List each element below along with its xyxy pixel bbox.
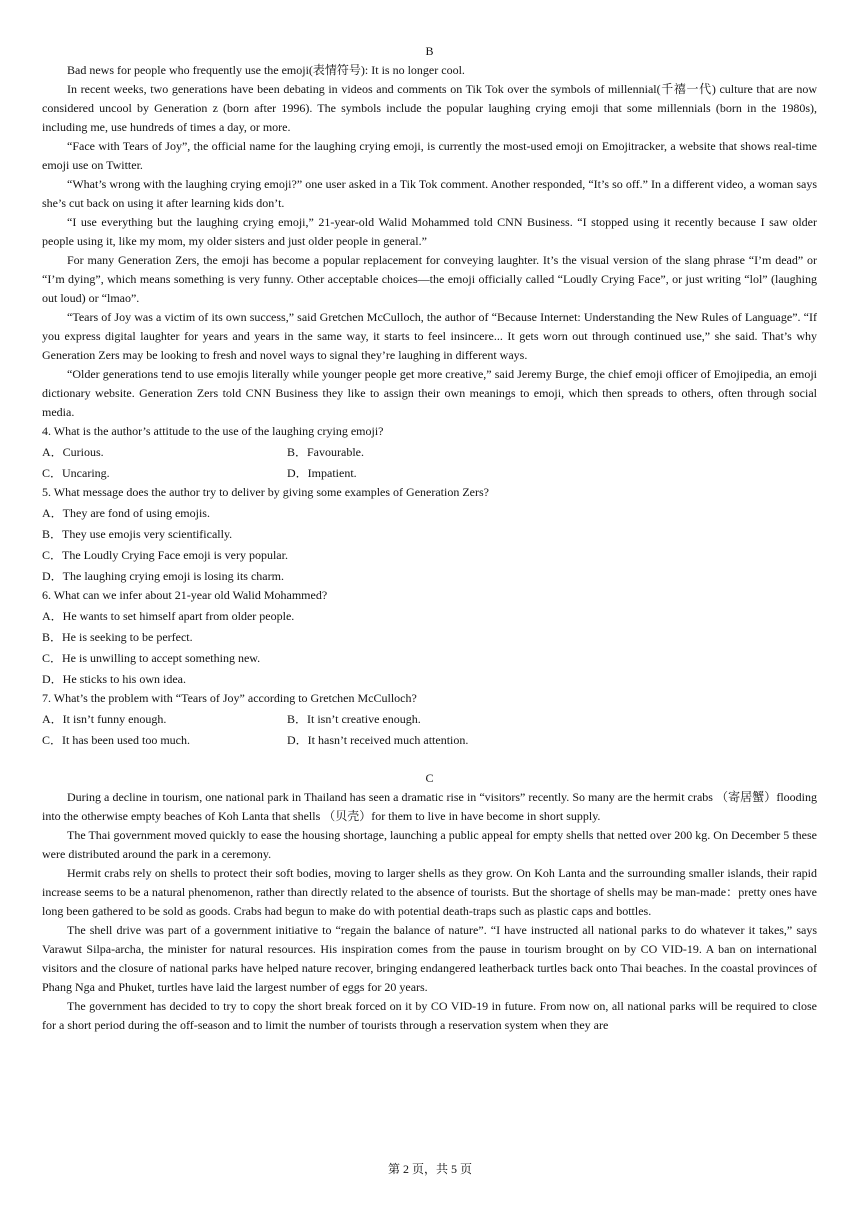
answer-option: C．It has been used too much. <box>42 733 190 747</box>
paragraph: For many Generation Zers, the emoji has become a popular replacement for conveying laughter. It’s the visual version of the slang phrase “I’m dead” or “I’m dying”, which means something is very funny. Other acceptable choices—the emoji officially called “Loudly Crying Face”, or just writing “lol” (laughing out loud) or “lmao”. <box>42 253 817 305</box>
answer-option: B．He is seeking to be perfect. <box>42 630 193 644</box>
paragraph: “I use everything but the laughing crying emoji,” 21-year-old Walid Mohammed told CNN Business. “I stopped using it recently because I saw older people using it, like my mom, my older sisters and just older people in general.” <box>42 215 817 248</box>
paragraph: “Face with Tears of Joy”, the official name for the laughing crying emoji, is currently the most-used emoji on Emojitracker, a website that shows real-time emoji use on Twitter. <box>42 139 817 172</box>
question-stem: 7. What’s the problem with “Tears of Joy” according to Gretchen McCulloch? <box>42 691 417 705</box>
section-b-questions <box>42 422 817 750</box>
question-stem: 4. What is the author’s attitude to the use of the laughing crying emoji? <box>42 424 384 438</box>
answer-option: B．Favourable. <box>287 445 364 459</box>
question-stem: 6. What can we infer about 21-year old Walid Mohammed? <box>42 588 328 602</box>
paragraph: “Tears of Joy was a victim of its own success,” said Gretchen McCulloch, the author of “Because Internet: Understanding the New Rules of Language”. “If you express digital laughter for years and years in the same way, it starts to feel insincere... It gets worn out through continued use,” she said. That’s why Generation Zers may be looking to fresh and novel ways to signal they’re laughing in different ways. <box>42 310 817 362</box>
paragraph: In recent weeks, two generations have been debating in videos and comments on Tik Tok over the symbols of millennial(千禧一代) culture that are now considered uncool by Generation z (born after 1996). The symbols include the popular laughing crying emoji that some millennials (born in the 1980s), including me, use hundreds of times a day, or more. <box>42 82 817 134</box>
paragraph: The Thai government moved quickly to ease the housing shortage, launching a public appeal for empty shells that netted over 200 kg. On December 5 these were distributed around the park in a ceremony. <box>42 828 817 861</box>
answer-option: C．He is unwilling to accept something new. <box>42 651 261 665</box>
answer-option: D．He sticks to his own idea. <box>42 672 186 686</box>
paragraph: Bad news for people who frequently use the emoji(表情符号): It is no longer cool. <box>67 63 465 77</box>
section-b-label: B <box>425 44 434 58</box>
document-page <box>42 42 817 1035</box>
option-row <box>42 731 817 750</box>
paragraph: The shell drive was part of a government initiative to “regain the balance of nature”. “I have instructed all national parks to do whatever it takes,” says Varawut Silpa-archa, the minister for natural resources. His inspiration comes from the pause in tourism brought on by CO VID-19. A ban on international visitors and the closure of national parks have helped nature recover, bringing endangered leatherback turtles back onto Thai beaches. In the coastal provinces of Phang Nga and Phuket, turtles have laid the largest number of eggs for 20 years. <box>42 923 817 994</box>
answer-option: C．Uncaring. <box>42 466 110 480</box>
answer-option: A．It isn’t funny enough. <box>42 712 167 726</box>
answer-option: A．They are fond of using emojis. <box>42 506 210 520</box>
paragraph: “What’s wrong with the laughing crying emoji?” one user asked in a Tik Tok comment. Another responded, “It’s so off.” In a different video, a woman says she’s cut back on using it after learning kids don’t. <box>42 177 817 210</box>
paragraph: During a decline in tourism, one national park in Thailand has seen a dramatic rise in “visitors” recently. So many are the hermit crabs （寄居蟹）flooding into the otherwise empty beaches of Koh Lanta that shells （贝壳）for them to live in have become in short supply. <box>42 790 817 823</box>
section-c-passage <box>42 788 817 1035</box>
answer-option: D．Impatient. <box>287 466 357 480</box>
answer-option: A．Curious. <box>42 445 104 459</box>
section-c-label: C <box>425 771 434 785</box>
paragraph: “Older generations tend to use emojis literally while younger people get more creative,” said Jeremy Burge, the chief emoji officer of Emojipedia, an emoji dictionary website. Generation Zers told CNN Business they like to assign their own meanings to emoji, which then spreads to others, often through social media. <box>42 367 817 419</box>
answer-option: B．It isn’t creative enough. <box>287 712 421 726</box>
option-row <box>42 443 817 462</box>
answer-option: B．They use emojis very scientifically. <box>42 527 233 541</box>
answer-option: D．It hasn’t received much attention. <box>287 733 469 747</box>
question-stem: 5. What message does the author try to deliver by giving some examples of Generation Zers? <box>42 485 489 499</box>
paragraph: Hermit crabs rely on shells to protect their soft bodies, moving to larger shells as they grow. On Koh Lanta and the surrounding smaller islands, their rapid increase seems to be a natural phenomenon, rather than directly related to the absence of tourists. But the shortage of shells may be man-made：pretty ones have long been gathered to be sold as goods. Crabs had begun to make do with potential death-traps such as plastic caps and bottles. <box>42 866 817 918</box>
paragraph: The government has decided to try to copy the short break forced on it by CO VID-19 in future. From now on, all national parks will be required to close for a short period during the off-season and to limit the number of tourists through a reservation system when they are <box>42 999 817 1032</box>
answer-option: C．The Loudly Crying Face emoji is very popular. <box>42 548 288 562</box>
answer-option: A．He wants to set himself apart from older people. <box>42 609 295 623</box>
option-row <box>42 464 817 483</box>
page-footer: 第 2 页，共 5 页 <box>387 1162 472 1176</box>
option-row <box>42 710 817 729</box>
section-b-passage <box>42 61 817 422</box>
answer-option: D．The laughing crying emoji is losing its charm. <box>42 569 284 583</box>
